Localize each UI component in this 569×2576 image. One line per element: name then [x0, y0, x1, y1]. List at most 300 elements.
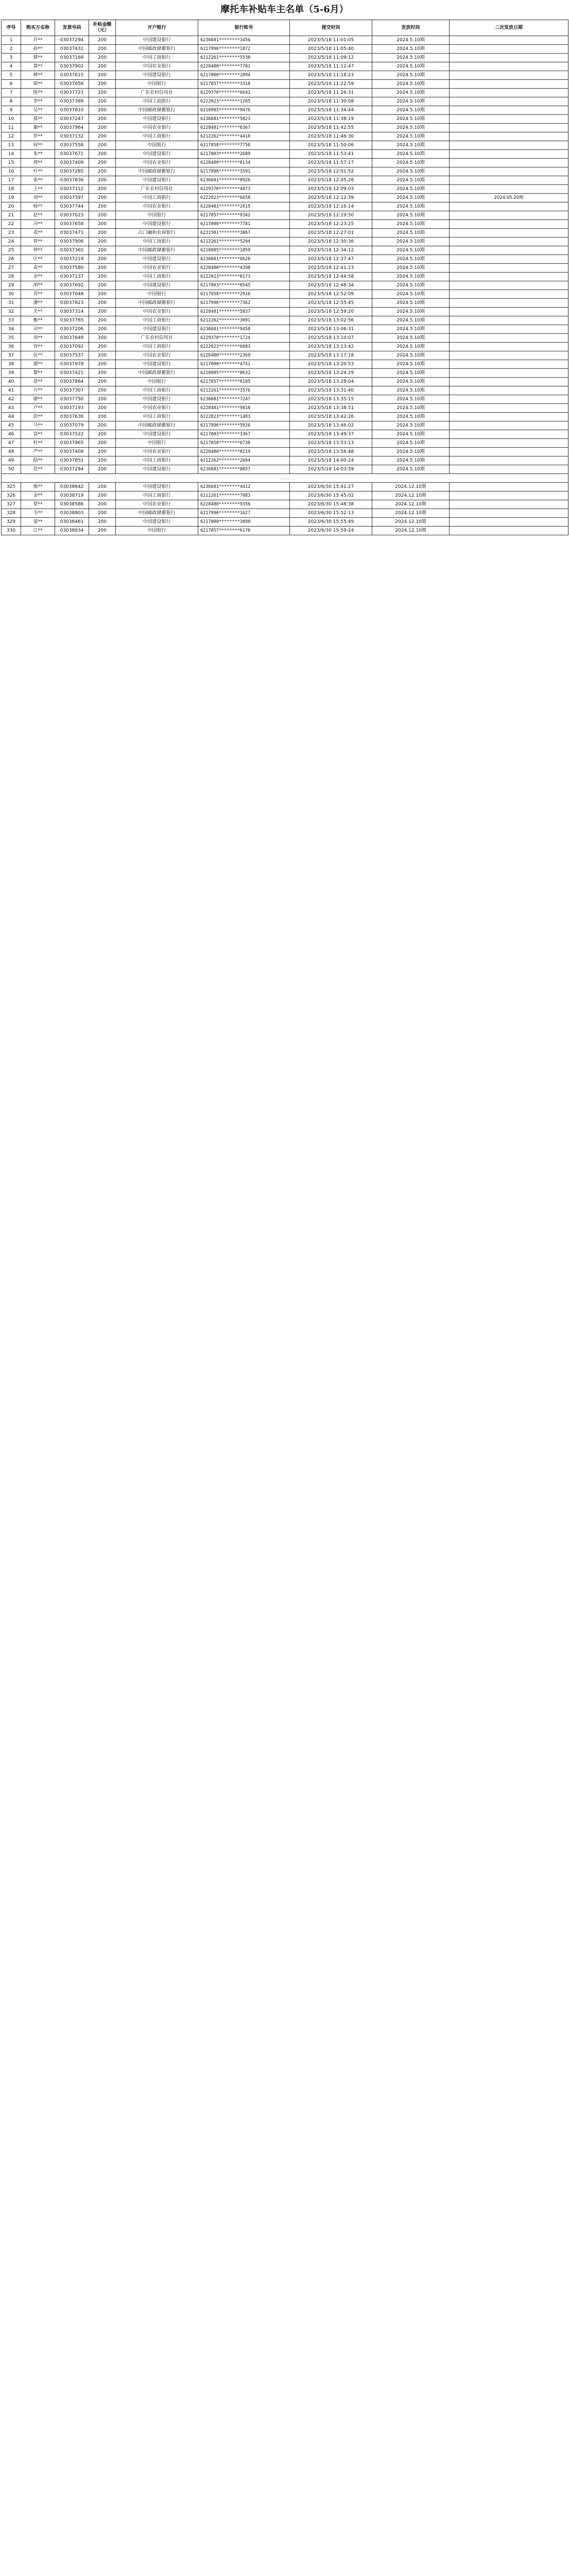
cell-account: 6217858********2916: [198, 290, 290, 299]
cell-amount: 200: [89, 45, 116, 54]
table-row: [2, 456, 568, 465]
cell-amount: 200: [89, 141, 116, 150]
cell-submit-time: 2023/5/18 13:46:02: [290, 421, 372, 430]
cell-invoice: 03037836: [55, 176, 89, 185]
cell-second-issue: [450, 36, 568, 45]
table-row: [2, 71, 568, 80]
cell-issue-date: 2024.5.10期: [372, 404, 450, 413]
cell-submit-time: 2023/5/18 11:34:44: [290, 106, 372, 115]
table-row: [2, 159, 568, 167]
cell-bank: 中国建设银行: [116, 360, 198, 369]
table-row: [2, 351, 568, 360]
cell-submit-time: 2023/5/18 13:49:37: [290, 430, 372, 439]
cell-name: 莫**: [21, 378, 55, 386]
cell-submit-time: 2023/5/18 13:38:51: [290, 404, 372, 413]
cell-no: 329: [2, 518, 21, 527]
cell-name: 黄**: [21, 62, 55, 71]
cell-account: 6217858********7750: [198, 141, 290, 150]
cell-no: 328: [2, 509, 21, 518]
cell-amount: 200: [89, 360, 116, 369]
cell-no: 25: [2, 246, 21, 255]
cell-no: 330: [2, 527, 21, 535]
cell-issue-date: 2024.5.10期: [372, 351, 450, 360]
cell-bank: 中国建设银行: [116, 220, 198, 229]
cell-second-issue: [450, 404, 568, 413]
cell-submit-time: 2023/5/18 12:59:20: [290, 308, 372, 316]
cell-account: 6228480********7781: [198, 62, 290, 71]
cell-bank: 中国农业银行: [116, 500, 198, 509]
cell-invoice: 03037132: [55, 132, 89, 141]
cell-submit-time: 2023/5/18 12:23:25: [290, 220, 372, 229]
cell-second-issue: [450, 264, 568, 273]
table-row: [2, 97, 568, 106]
cell-amount: 200: [89, 71, 116, 80]
cell-second-issue: [450, 167, 568, 176]
ellipsis-cell: ……: [2, 474, 568, 483]
cell-name: 方**: [21, 386, 55, 395]
cell-issue-date: 2024.5.10期: [372, 281, 450, 290]
cell-name: 罗**: [21, 132, 55, 141]
cell-no: 9: [2, 106, 21, 115]
cell-name: 谢**: [21, 124, 55, 132]
table-row: [2, 80, 568, 89]
cell-name: 谭**: [21, 360, 55, 369]
cell-bank: 中国建设银行: [116, 115, 198, 124]
cell-issue-date: 2024.5.10期: [372, 386, 450, 395]
table-row: [2, 115, 568, 124]
cell-issue-date: 2024.5.10期: [372, 159, 450, 167]
cell-invoice: 03037965: [55, 439, 89, 448]
cell-no: 42: [2, 395, 21, 404]
cell-submit-time: 2023/5/18 13:42:26: [290, 413, 372, 421]
cell-issue-date: 2024.5.10期: [372, 62, 450, 71]
cell-name: 张**: [21, 176, 55, 185]
cell-name: 叶**: [21, 167, 55, 176]
cell-name: 黎**: [21, 369, 55, 378]
cell-submit-time: 2023/5/18 14:00:24: [290, 456, 372, 465]
table-row: [2, 264, 568, 273]
cell-amount: 200: [89, 483, 116, 492]
table-row: [2, 334, 568, 343]
table-row: [2, 483, 568, 492]
cell-account: 6217003********0545: [198, 281, 290, 290]
cell-submit-time: 2023/5/18 12:44:58: [290, 273, 372, 281]
cell-issue-date: 2024.5.10期: [372, 132, 450, 141]
table-row: [2, 54, 568, 62]
table-row: [2, 299, 568, 308]
cell-amount: 200: [89, 413, 116, 421]
cell-invoice: 03037219: [55, 255, 89, 264]
cell-invoice: 03037750: [55, 395, 89, 404]
table-row: [2, 194, 568, 202]
cell-bank: 中国建设银行: [116, 176, 198, 185]
cell-no: 45: [2, 421, 21, 430]
cell-issue-date: 2024.5.10期: [372, 421, 450, 430]
cell-amount: 200: [89, 500, 116, 509]
cell-account: 6236681********8057: [198, 465, 290, 474]
cell-second-issue: [450, 159, 568, 167]
cell-name: 廖**: [21, 395, 55, 404]
cell-account: 6222023********8173: [198, 273, 290, 281]
cell-second-issue: [450, 378, 568, 386]
cell-invoice: 03037092: [55, 343, 89, 351]
table-row: [2, 167, 568, 176]
cell-submit-time: 2023/5/18 11:53:41: [290, 150, 372, 159]
cell-no: 327: [2, 500, 21, 509]
cell-invoice: 03037294: [55, 36, 89, 45]
cell-invoice: 03037723: [55, 89, 89, 97]
cell-name: 余**: [21, 273, 55, 281]
cell-amount: 200: [89, 334, 116, 343]
cell-submit-time: 2023/5/18 13:20:53: [290, 360, 372, 369]
cell-amount: 200: [89, 527, 116, 535]
cell-no: 326: [2, 492, 21, 500]
cell-amount: 200: [89, 202, 116, 211]
cell-no: 26: [2, 255, 21, 264]
cell-name: 朱**: [21, 150, 55, 159]
cell-no: 49: [2, 456, 21, 465]
cell-name: 李**: [21, 97, 55, 106]
cell-amount: 200: [89, 378, 116, 386]
cell-amount: 200: [89, 518, 116, 527]
col-header-issue-date: 发放时间: [372, 20, 450, 36]
cell-bank: 中国银行: [116, 290, 198, 299]
cell-submit-time: 2023/6/30 15:45:02: [290, 492, 372, 500]
cell-amount: 200: [89, 343, 116, 351]
cell-account: 6217996********3591: [198, 167, 290, 176]
cell-second-issue: [450, 106, 568, 115]
cell-second-issue: [450, 176, 568, 185]
cell-no: 4: [2, 62, 21, 71]
cell-no: 6: [2, 80, 21, 89]
cell-issue-date: 2024.5.10期: [372, 115, 450, 124]
cell-name: 卢**: [21, 404, 55, 413]
col-header-name: 购买方名称: [21, 20, 55, 36]
cell-second-issue: [450, 141, 568, 150]
cell-name: 胡**: [21, 281, 55, 290]
cell-second-issue: [450, 97, 568, 106]
cell-name: 周**: [21, 159, 55, 167]
cell-submit-time: 2023/5/18 11:57:17: [290, 159, 372, 167]
table-row: [2, 500, 568, 509]
cell-issue-date: 2024.5.10期: [372, 238, 450, 246]
cell-issue-date: 2024.5.10期: [372, 430, 450, 439]
cell-submit-time: 2023/5/18 12:34:12: [290, 246, 372, 255]
cell-bank: 中国邮政储蓄银行: [116, 369, 198, 378]
cell-no: 20: [2, 202, 21, 211]
cell-submit-time: 2023/5/18 13:17:18: [290, 351, 372, 360]
cell-issue-date: 2024.5.10期: [372, 45, 450, 54]
table-row: [2, 62, 568, 71]
cell-no: 27: [2, 264, 21, 273]
col-header-second-issue: 二次发放日期: [450, 20, 568, 36]
cell-invoice: 03037168: [55, 54, 89, 62]
cell-account: 6217996********1627: [198, 509, 290, 518]
cell-account: 6217996********1872: [198, 45, 290, 54]
cell-no: 30: [2, 290, 21, 299]
cell-second-issue: [450, 45, 568, 54]
cell-account: 6229370********4473: [198, 185, 290, 194]
cell-submit-time: 2023/5/18 12:41:23: [290, 264, 372, 273]
cell-submit-time: 2023/5/18 11:05:40: [290, 45, 372, 54]
cell-amount: 200: [89, 80, 116, 89]
cell-no: 33: [2, 316, 21, 325]
table-row: [2, 465, 568, 474]
cell-no: 21: [2, 211, 21, 220]
cell-invoice: 03037431: [55, 45, 89, 54]
cell-account: 6222023********1483: [198, 413, 290, 421]
cell-submit-time: 2023/5/18 14:03:59: [290, 465, 372, 474]
cell-invoice: 03038719: [55, 492, 89, 500]
table-row: [2, 45, 568, 54]
cell-name: 孙**: [21, 45, 55, 54]
cell-account: 6210985********9476: [198, 106, 290, 115]
cell-account: 6217996********5926: [198, 421, 290, 430]
table-row: [2, 220, 568, 229]
cell-second-issue: [450, 71, 568, 80]
cell-amount: 200: [89, 115, 116, 124]
cell-amount: 200: [89, 509, 116, 518]
cell-name: 冯**: [21, 220, 55, 229]
cell-issue-date: 2024.5.10期: [372, 211, 450, 220]
cell-issue-date: 2024.5.10期: [372, 264, 450, 273]
cell-issue-date: 2024.12.10期: [372, 492, 450, 500]
cell-no: 17: [2, 176, 21, 185]
cell-second-issue: [450, 150, 568, 159]
cell-bank: 中国建设银行: [116, 465, 198, 474]
cell-issue-date: 2024.5.10期: [372, 106, 450, 115]
cell-account: 6228480********0219: [198, 448, 290, 456]
cell-submit-time: 2023/5/18 11:46:30: [290, 132, 372, 141]
col-header-bank: 开户银行: [116, 20, 198, 36]
cell-issue-date: 2024.5.10期: [372, 194, 450, 202]
cell-second-issue: [450, 62, 568, 71]
cell-no: 19: [2, 194, 21, 202]
cell-invoice: 03037193: [55, 404, 89, 413]
cell-submit-time: 2023/5/18 11:18:23: [290, 71, 372, 80]
cell-name: 范**: [21, 465, 55, 474]
cell-amount: 200: [89, 404, 116, 413]
cell-invoice: 03037636: [55, 413, 89, 421]
cell-name: 覃**: [21, 500, 55, 509]
cell-issue-date: 2024.5.10期: [372, 448, 450, 456]
cell-issue-date: 2024.12.10期: [372, 518, 450, 527]
cell-invoice: 03037902: [55, 62, 89, 71]
cell-name: 邓**: [21, 229, 55, 238]
cell-no: 325: [2, 483, 21, 492]
cell-submit-time: 2023/5/18 12:27:01: [290, 229, 372, 238]
cell-bank: 中国银行: [116, 80, 198, 89]
cell-account: 6228481********5837: [198, 308, 290, 316]
cell-invoice: 03037580: [55, 264, 89, 273]
cell-submit-time: 2023/5/18 12:19:50: [290, 211, 372, 220]
cell-second-issue: [450, 308, 568, 316]
cell-issue-date: 2024.5.10期: [372, 343, 450, 351]
cell-second-issue: 2024.05.20期: [450, 194, 568, 202]
cell-name: 甄**: [21, 316, 55, 325]
cell-amount: 200: [89, 36, 116, 45]
cell-submit-time: 2023/5/18 11:30:08: [290, 97, 372, 106]
cell-account: 6236681********0926: [198, 176, 290, 185]
cell-bank: 中国农业银行: [116, 264, 198, 273]
cell-second-issue: [450, 281, 568, 290]
cell-bank: 中国建设银行: [116, 36, 198, 45]
cell-issue-date: 2024.5.10期: [372, 378, 450, 386]
cell-issue-date: 2024.5.10期: [372, 141, 450, 150]
cell-no: 44: [2, 413, 21, 421]
cell-submit-time: 2023/5/18 13:56:48: [290, 448, 372, 456]
cell-invoice: 03037597: [55, 194, 89, 202]
cell-amount: 200: [89, 351, 116, 360]
cell-amount: 200: [89, 176, 116, 185]
cell-second-issue: [450, 421, 568, 430]
table-row: [2, 343, 568, 351]
col-header-invoice: 发票号码: [55, 20, 89, 36]
cell-second-issue: [450, 124, 568, 132]
cell-submit-time: 2023/6/30 15:48:38: [290, 500, 372, 509]
cell-no: 1: [2, 36, 21, 45]
cell-second-issue: [450, 229, 568, 238]
cell-second-issue: [450, 255, 568, 264]
cell-account: 6212261********3576: [198, 386, 290, 395]
cell-invoice: 03037408: [55, 448, 89, 456]
table-row: [2, 518, 568, 527]
cell-no: 48: [2, 448, 21, 456]
cell-submit-time: 2023/5/18 12:52:09: [290, 290, 372, 299]
table-row: [2, 308, 568, 316]
cell-account: 6217857********6170: [198, 527, 290, 535]
cell-name: 关**: [21, 308, 55, 316]
cell-no: 43: [2, 404, 21, 413]
cell-bank: 中国工商银行: [116, 316, 198, 325]
cell-name: 杨**: [21, 202, 55, 211]
cell-amount: 200: [89, 421, 116, 430]
cell-amount: 200: [89, 492, 116, 500]
cell-submit-time: 2023/5/18 12:12:39: [290, 194, 372, 202]
cell-submit-time: 2023/5/18 13:31:40: [290, 386, 372, 395]
cell-submit-time: 2023/5/18 12:30:36: [290, 238, 372, 246]
cell-no: 36: [2, 343, 21, 351]
cell-account: 6217000********2094: [198, 71, 290, 80]
cell-amount: 200: [89, 150, 116, 159]
cell-invoice: 03038934: [55, 527, 89, 535]
cell-bank: 中国邮政储蓄银行: [116, 299, 198, 308]
cell-second-issue: [450, 299, 568, 308]
cell-bank: 中国农业银行: [116, 62, 198, 71]
table-row: [2, 386, 568, 395]
cell-name: 刘**: [21, 194, 55, 202]
cell-second-issue: [450, 386, 568, 395]
cell-account: 6212261********7083: [198, 492, 290, 500]
cell-bank: 中国工商银行: [116, 343, 198, 351]
cell-second-issue: [450, 211, 568, 220]
cell-name: 杜**: [21, 439, 55, 448]
cell-submit-time: 2023/5/18 12:05:28: [290, 176, 372, 185]
cell-no: 37: [2, 351, 21, 360]
cell-second-issue: [450, 360, 568, 369]
cell-name: 彭**: [21, 413, 55, 421]
table-row: [2, 255, 568, 264]
table-row: [2, 150, 568, 159]
cell-bank: 中国银行: [116, 439, 198, 448]
cell-no: 11: [2, 124, 21, 132]
cell-amount: 200: [89, 167, 116, 176]
cell-bank: 中国工商银行: [116, 386, 198, 395]
cell-amount: 200: [89, 325, 116, 334]
cell-bank: 广东农村信用社: [116, 185, 198, 194]
cell-no: 46: [2, 430, 21, 439]
cell-issue-date: 2024.5.10期: [372, 97, 450, 106]
cell-bank: 中国工商银行: [116, 413, 198, 421]
cell-submit-time: 2023/5/18 12:55:45: [290, 299, 372, 308]
table-row: [2, 238, 568, 246]
cell-second-issue: [450, 413, 568, 421]
cell-second-issue: [450, 316, 568, 325]
cell-amount: 200: [89, 281, 116, 290]
cell-amount: 200: [89, 246, 116, 255]
cell-second-issue: [450, 334, 568, 343]
cell-no: 24: [2, 238, 21, 246]
cell-second-issue: [450, 500, 568, 509]
cell-submit-time: 2023/5/18 12:09:03: [290, 185, 372, 194]
cell-account: 6212261********5530: [198, 54, 290, 62]
cell-invoice: 03037649: [55, 334, 89, 343]
cell-no: 32: [2, 308, 21, 316]
cell-submit-time: 2023/5/18 12:16:14: [290, 202, 372, 211]
table-row: [2, 430, 568, 439]
cell-amount: 200: [89, 448, 116, 456]
cell-second-issue: [450, 115, 568, 124]
cell-submit-time: 2023/5/18 11:38:19: [290, 115, 372, 124]
cell-bank: 广东农村信用社: [116, 334, 198, 343]
cell-invoice: 03037307: [55, 386, 89, 395]
cell-amount: 200: [89, 386, 116, 395]
cell-no: 28: [2, 273, 21, 281]
cell-invoice: 03037023: [55, 211, 89, 220]
cell-submit-time: 2023/5/18 11:09:12: [290, 54, 372, 62]
cell-no: 18: [2, 185, 21, 194]
cell-submit-time: 2023/5/18 13:13:42: [290, 343, 372, 351]
cell-submit-time: 2023/6/30 15:59:24: [290, 527, 372, 535]
cell-issue-date: 2024.5.10期: [372, 255, 450, 264]
cell-name: 蔡**: [21, 54, 55, 62]
cell-issue-date: 2024.5.10期: [372, 465, 450, 474]
cell-account: 6228480********4398: [198, 264, 290, 273]
table-row: [2, 229, 568, 238]
cell-no: 35: [2, 334, 21, 343]
cell-no: 23: [2, 229, 21, 238]
cell-invoice: 03037471: [55, 229, 89, 238]
table-row: [2, 360, 568, 369]
cell-no: 31: [2, 299, 21, 308]
cell-no: 7: [2, 89, 21, 97]
cell-name: 司**: [21, 325, 55, 334]
cell-second-issue: [450, 492, 568, 500]
cell-account: 6228480********8134: [198, 159, 290, 167]
cell-issue-date: 2024.5.10期: [372, 308, 450, 316]
cell-account: 6217857********3318: [198, 80, 290, 89]
cell-issue-date: 2024.5.10期: [372, 124, 450, 132]
cell-bank: 中国农业银行: [116, 159, 198, 167]
cell-amount: 200: [89, 238, 116, 246]
cell-account: 6229370********1724: [198, 334, 290, 343]
cell-amount: 200: [89, 316, 116, 325]
cell-invoice: 03037658: [55, 220, 89, 229]
cell-invoice: 03038642: [55, 483, 89, 492]
cell-second-issue: [450, 132, 568, 141]
cell-invoice: 03037864: [55, 378, 89, 386]
cell-no: 50: [2, 465, 21, 474]
